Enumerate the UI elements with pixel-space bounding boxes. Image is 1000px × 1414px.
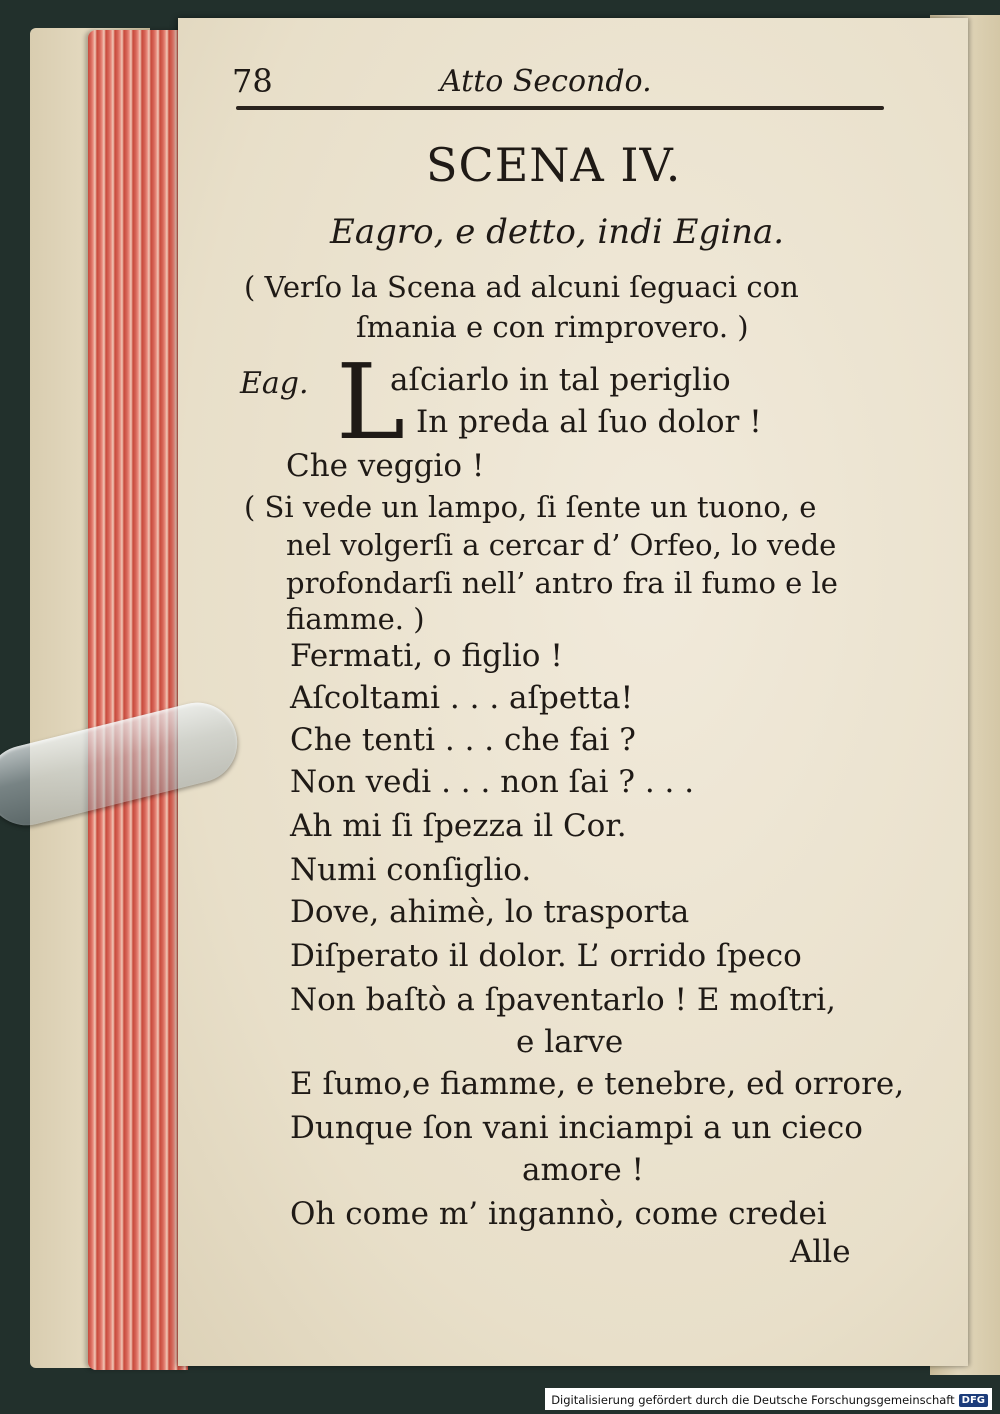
header-rule: [236, 106, 884, 110]
stage-direction-line: fiamme. ): [286, 602, 425, 636]
digitization-footer: [545, 1388, 992, 1410]
dfg-logo-icon: DFG: [959, 1394, 988, 1407]
verse-line: Che veggio !: [286, 448, 485, 484]
stage-direction-line: ( Verſo la Scena ad alcuni ſeguaci con: [244, 270, 799, 304]
verse-line: Dunque ſon vani inciampi a un cieco: [290, 1110, 863, 1146]
stage-direction-line: profondarſi nell’ antro fra il fumo e le: [286, 566, 838, 600]
verse-line: Ah mi ſi ſpezza il Cor.: [290, 808, 627, 844]
verse-line: Numi conſiglio.: [290, 852, 532, 888]
verse-line: E ſumo,e fiamme, e tenebre, ed orrore,: [290, 1066, 905, 1102]
stage-direction-line: ſmania e con rimprovero. ): [356, 310, 749, 344]
scene-persons: Eagro, e detto, indi Egina.: [330, 212, 785, 252]
footer-credit: Digitalisierung gefördert durch die Deutsche Forschungsgemeinschaft: [551, 1393, 955, 1407]
catchword: Alle: [790, 1234, 851, 1270]
verse-line: aſciarlo in tal periglio: [390, 362, 731, 398]
verse-line: Oh come m’ ingannò, come credei: [290, 1196, 827, 1232]
running-title: Atto Secondo.: [440, 64, 652, 99]
verse-line: Non baſtò a ſpaventarlo ! E moſtri,: [290, 982, 836, 1018]
stage-direction-line: ( Si vede un lampo, ſi ſente un tuono, e: [244, 490, 817, 524]
stage-direction-line: nel volgerſi a cercar d’ Orfeo, lo vede: [286, 528, 837, 562]
page-edges: [88, 30, 188, 1370]
scene-title: SCENA IV.: [426, 138, 682, 192]
page-number: 78: [232, 62, 273, 100]
speaker-label: Eag.: [240, 366, 309, 401]
verse-line: e larve: [516, 1024, 624, 1060]
verse-line: amore !: [522, 1152, 645, 1188]
verse-line: Dove, ahimè, lo trasporta: [290, 894, 690, 930]
verse-line: Diſperato il dolor. L’ orrido ſpeco: [290, 938, 802, 974]
verse-line: Non vedi . . . non ſai ? . . .: [290, 764, 695, 800]
verse-line: In preda al ſuo dolor !: [416, 404, 762, 440]
drop-cap: L: [336, 341, 406, 463]
verse-line: Aſcoltami . . . aſpetta!: [290, 680, 634, 716]
verse-line: Che tenti . . . che fai ?: [290, 722, 636, 758]
verse-line: Fermati, o figlio !: [290, 638, 563, 674]
